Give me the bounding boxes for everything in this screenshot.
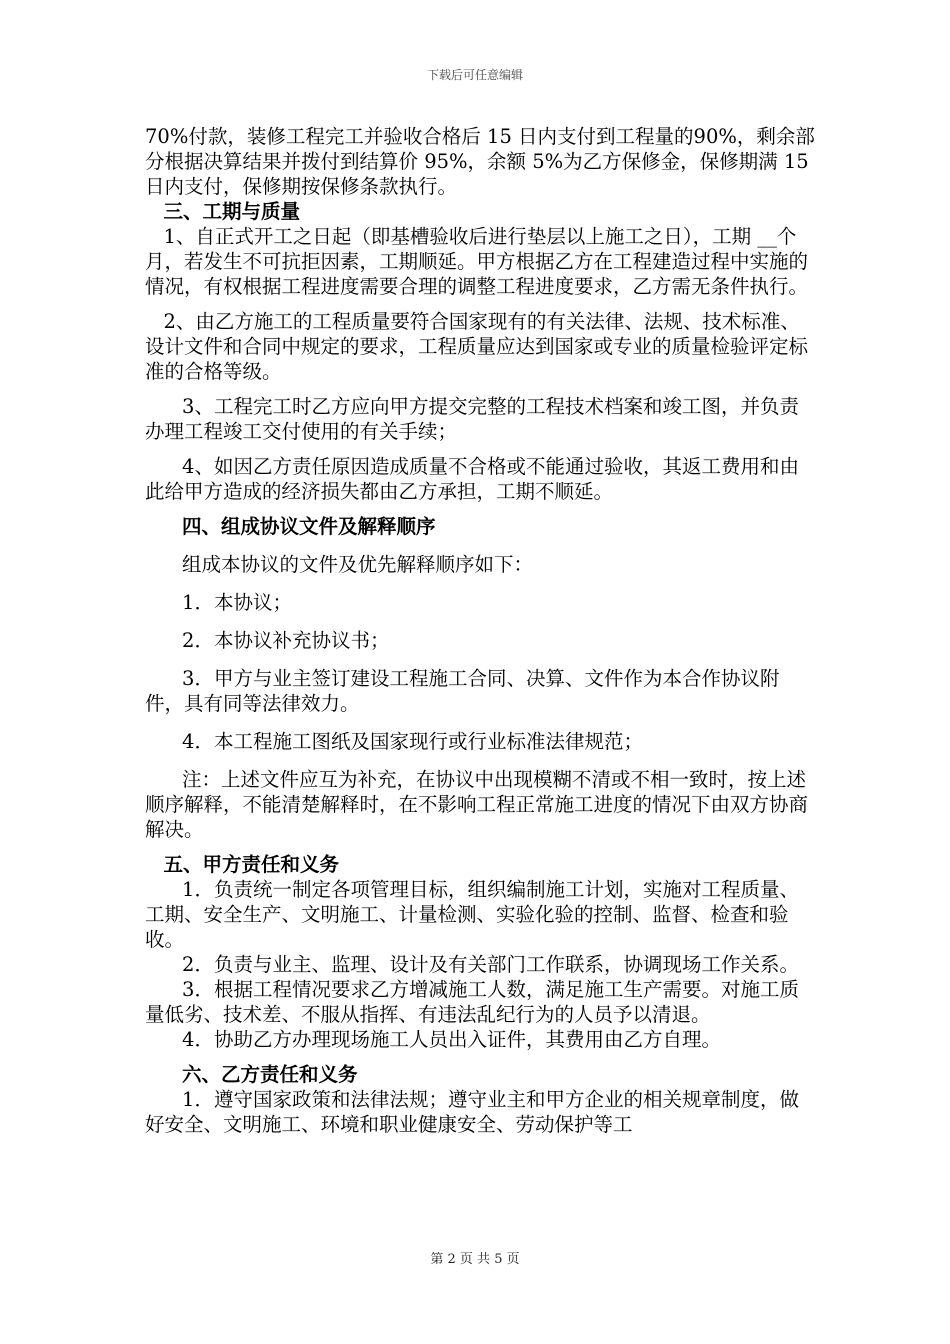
- page-header: 下载后可任意编辑: [426, 68, 523, 82]
- list-item-document-3: 3．甲方与业主签订建设工程施工合同、决算、文件作为本合作协议附件，具有同等法律效力。: [145, 667, 780, 715]
- list-item-party-b-1: 1．遵守国家政策和法律法规；遵守业主和甲方企业的相关规章制度，做好安全、文明施工、环境和职业健康安全、劳动保护等工: [145, 1088, 799, 1136]
- section-heading-party-a-duties: 五、甲方责任和义务: [163, 853, 340, 876]
- section-heading-documents-order: 四、组成协议文件及解释顺序: [182, 515, 436, 538]
- paragraph-quality-standard: 2、由乙方施工的工程质量要符合国家现有的有关法律、法规、技术标准、设计文件和合同中规定的要求，工程质量应达到国家或专业的质量检验评定标准的合格等级。: [145, 310, 809, 383]
- list-item-document-4: 4．本工程施工图纸及国家现行或行业标准法律规范；: [182, 730, 643, 753]
- paragraph-documents-intro: 组成本协议的文件及优先解释顺序如下：: [182, 553, 534, 576]
- document-body: [145, 124, 817, 1137]
- list-item-party-a-4: 4．协助乙方办理现场施工人员出入证件，其费用由乙方自理。: [182, 1028, 721, 1051]
- list-item-document-1: 1．本协议；: [182, 591, 292, 614]
- list-item-party-a-3: 3．根据工程情况要求乙方增减施工人数，满足施工生产需要。对施工质量低劣、技术差、不服从指挥、有违法乱纪行为的人员予以清退。: [145, 978, 799, 1026]
- paragraph-completion-docs: 3、工程完工时乙方应向甲方提交完整的工程技术档案和竣工图，并负责办理工程竣工交付使用的有关手续；: [145, 395, 799, 443]
- list-item-document-2: 2．本协议补充协议书；: [182, 629, 390, 652]
- list-item-party-a-1: 1．负责统一制定各项管理目标，组织编制施工计划，实施对工程质量、工期、安全生产、文明施工、计量检测、实验化验的控制、监督、检查和验收。: [145, 878, 799, 951]
- section-heading-party-b-duties: 六、乙方责任和义务: [182, 1063, 358, 1086]
- page-footer: 第 2 页 共 5 页: [430, 1252, 520, 1267]
- list-item-party-a-2: 2．负责与业主、监理、设计及有关部门工作联系，协调现场工作关系。: [182, 953, 799, 976]
- paragraph-schedule: 1、自正式开工之日起（即基槽验收后进行垫层以上施工之日），工期 __个月，若发生不可抗拒因素，工期顺延。甲方根据乙方在工程建造过程中实施的情况，有权根据工程进度需要合理的调整工程进度要求，乙方需无条件执行。: [145, 225, 809, 298]
- paragraph-documents-note: 注：上述文件应互为补充，在协议中出现模糊不清或不相一致时，按上述顺序解释，不能清楚解释时，在不影响工程正常施工进度的情况下由双方协商解决。: [145, 768, 809, 841]
- section-heading-schedule-quality: 三、工期与质量: [163, 200, 301, 223]
- paragraph-payment-terms: 70%付款，装修工程完工并验收合格后 15 日内支付到工程量的90%，剩余部分根据决算结果并拨付到结算价 95%，余额 5%为乙方保修金，保修期满 15 日内支付，保修期按保修条款执行。: [145, 125, 815, 198]
- paragraph-rework-liability: 4、如因乙方责任原因造成质量不合格或不能通过验收，其返工费用和由此给甲方造成的经济损失都由乙方承担，工期不顺延。: [145, 455, 799, 503]
